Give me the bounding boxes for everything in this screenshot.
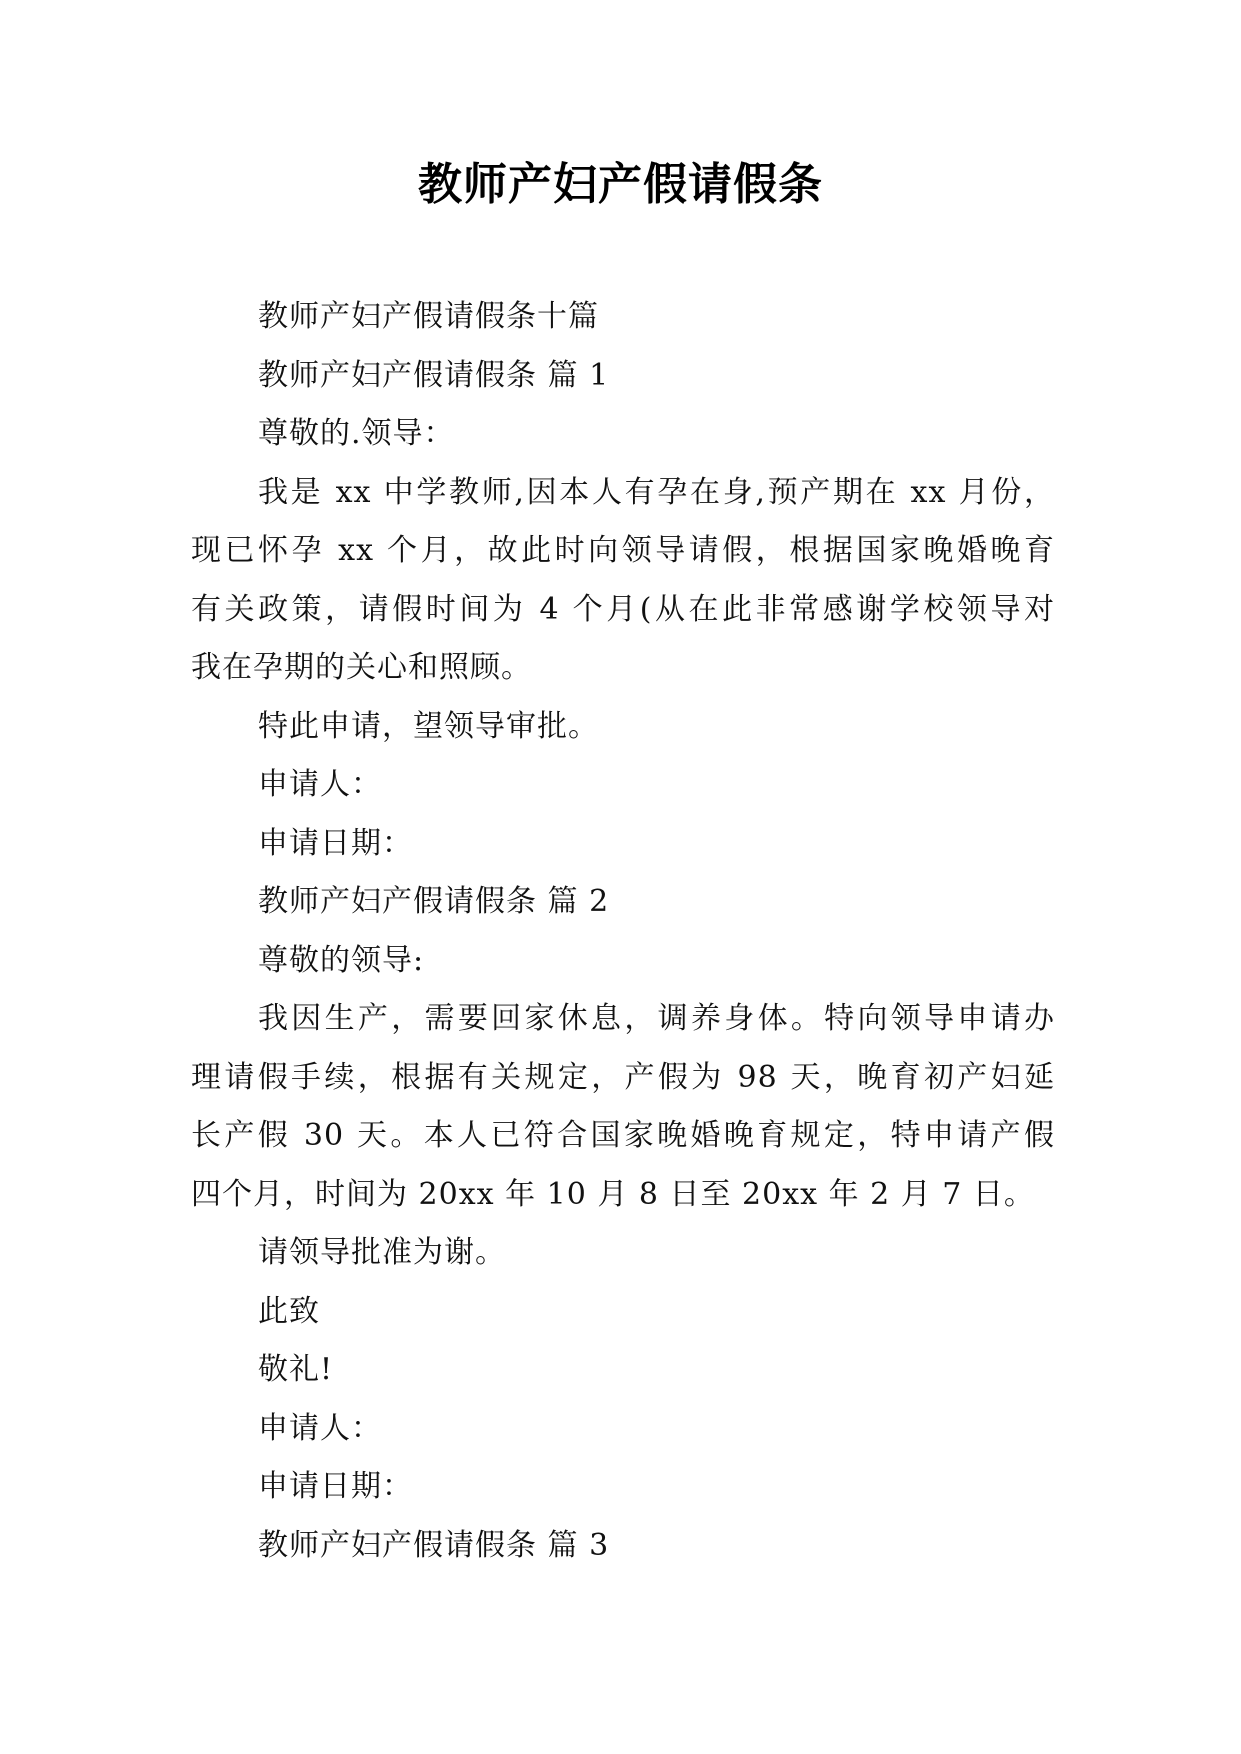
section-heading-1: [191, 347, 1055, 406]
text-line: 申请日期：: [258, 1469, 413, 1504]
text-line: 申请日期：: [258, 825, 413, 861]
closing: [191, 1283, 1055, 1342]
document-body: [191, 288, 1055, 1575]
text-line: 特此申请，望领导审批。: [258, 708, 599, 744]
text-line: 申请人：: [258, 1410, 382, 1446]
document-title: 教师产妇产假请假条: [418, 159, 823, 210]
body-paragraph: [191, 698, 1055, 757]
text-line: 敬礼!: [258, 1352, 334, 1387]
text-line: 教师产妇产假请假条 篇 1: [258, 357, 610, 393]
text-line: 教师产妇产假请假条 篇 3: [258, 1527, 610, 1563]
text-line: 此致: [258, 1293, 320, 1329]
section-heading-2: [191, 873, 1055, 932]
text-line: 我是 xx 中学教师,因本人有孕在身,预产期在 xx 月份，: [258, 474, 1055, 510]
text-line: 四个月，时间为 20xx 年 10 月 8 日至 20xx 年 2 月 7 日。: [191, 1176, 1035, 1212]
text-line: 理请假手续，根据有关规定，产假为 98 天，晚育初产妇延: [191, 1059, 1055, 1095]
body-paragraph: [191, 1224, 1055, 1283]
body-paragraph: [191, 990, 1055, 1224]
text-line: 长产假 30 天。本人已符合国家晚婚晚育规定，特申请产假: [191, 1118, 1055, 1153]
text-line: 尊敬的领导:: [258, 942, 425, 978]
text-line: 请领导批准为谢。: [258, 1235, 506, 1270]
application-date-label: [191, 815, 1055, 874]
text-line: 教师产妇产假请假条 篇 2: [258, 884, 610, 919]
body-paragraph: [191, 464, 1055, 698]
collection-heading: [191, 288, 1055, 347]
closing: [191, 1341, 1055, 1400]
text-line: 我在孕期的关心和照顾。: [191, 650, 532, 685]
text-line: 尊敬的.领导：: [258, 416, 455, 451]
text-line: 申请人：: [258, 767, 382, 802]
text-line: 有关政策，请假时间为 4 个月(从在此非常感谢学校领导对: [191, 591, 1055, 627]
application-date-label: [191, 1458, 1055, 1517]
section-heading-3: [191, 1517, 1055, 1576]
applicant-label: [191, 1400, 1055, 1459]
text-line: 我因生产，需要回家休息，调养身体。特向领导申请办: [258, 1001, 1055, 1036]
text-line: 教师产妇产假请假条十篇: [258, 299, 599, 334]
salutation: [191, 932, 1055, 991]
text-line: 现已怀孕 xx 个月，故此时向领导请假，根据国家晚婚晚育: [191, 533, 1055, 568]
applicant-label: [191, 756, 1055, 815]
salutation: [191, 405, 1055, 464]
